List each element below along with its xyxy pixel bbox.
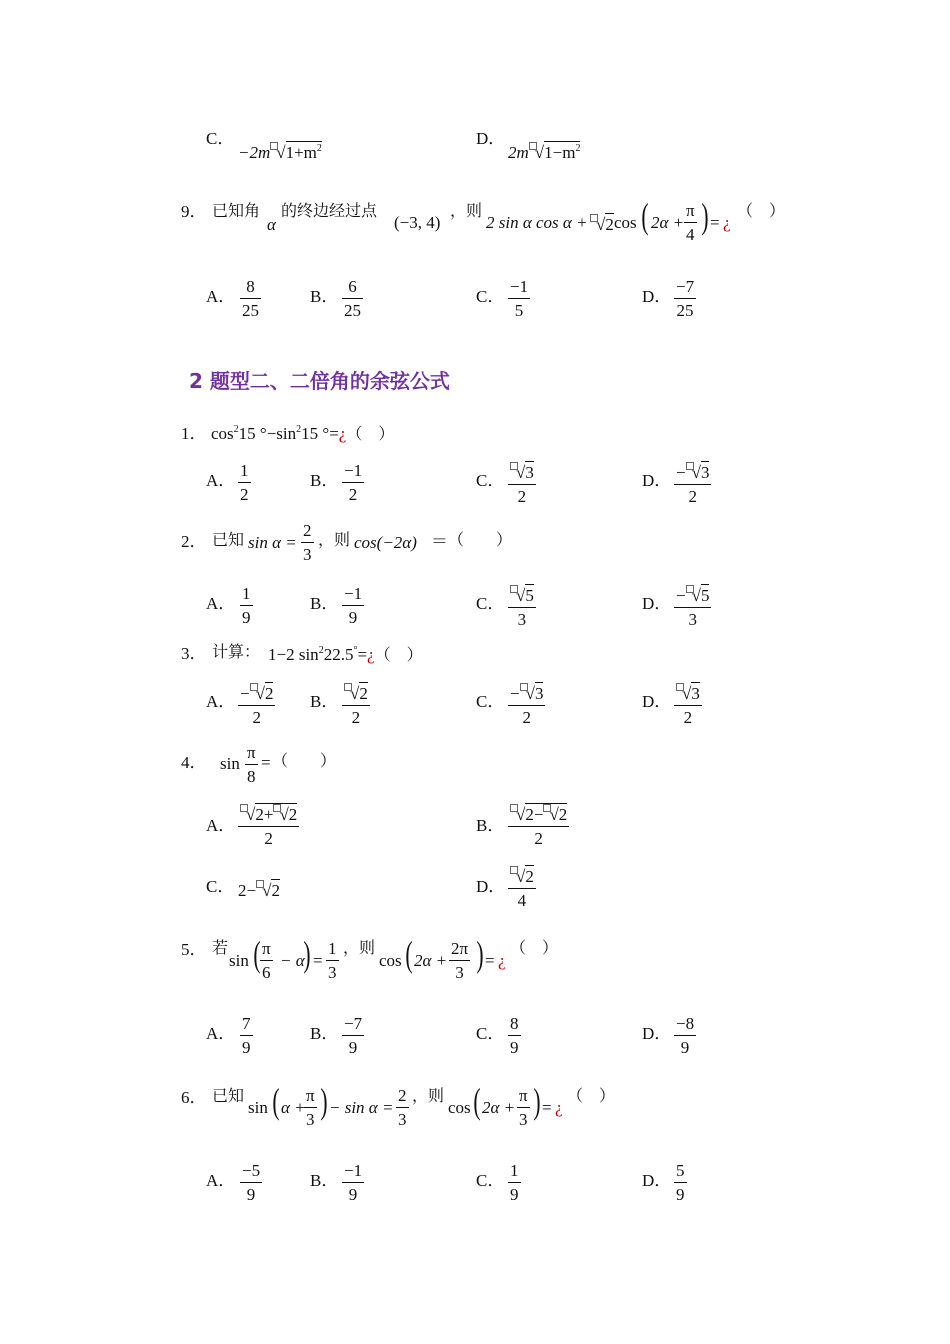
problem-6-blank: （ ）	[567, 1086, 616, 1105]
den: 3	[396, 1107, 409, 1128]
den: 9	[674, 1182, 687, 1203]
num: 3	[525, 463, 534, 482]
square-exp: 2	[296, 424, 302, 435]
p3-option-a-label: A．	[206, 692, 236, 711]
num: −1	[344, 461, 363, 480]
problem-4-fraction	[245, 744, 258, 785]
p4-option-c-value: 2− √2	[238, 881, 280, 900]
problem-3-number: 3．	[181, 644, 207, 663]
p5-option-d-value	[674, 1015, 696, 1056]
num: −7	[676, 277, 695, 296]
p5-option-a-value	[240, 1015, 253, 1056]
p4-option-b-label: B．	[476, 816, 505, 835]
p2-option-a-label: A．	[206, 594, 236, 613]
right-paren: )	[476, 934, 484, 974]
den: 2	[342, 705, 370, 726]
num: 7	[242, 1014, 251, 1033]
option-d-coef: 2m	[508, 143, 529, 162]
p1-option-a-label: A．	[206, 471, 236, 490]
missing-glyph-icon	[510, 866, 518, 874]
num: 5	[700, 586, 710, 605]
pre: 2−	[238, 881, 257, 900]
num-b: 2	[558, 805, 568, 824]
missing-glyph-icon	[590, 214, 598, 222]
problem-6-text2: ，则	[412, 1086, 445, 1105]
p6-option-c-value	[508, 1162, 521, 1203]
problem-5-cos: cos	[379, 951, 402, 970]
q9-sqrt-radicand: 2	[605, 215, 614, 234]
p4-option-a-label: A．	[206, 816, 236, 835]
p3-option-b-label: B．	[310, 692, 339, 711]
right-paren: )	[320, 1081, 328, 1121]
num-a: 2+	[255, 805, 274, 824]
num: 1	[510, 1161, 519, 1180]
p4-option-a-value: $\frac{√2+ √2}{2}$	[238, 804, 299, 847]
p2-option-c-label: C．	[476, 594, 505, 613]
den: 3	[449, 960, 470, 981]
right-paren: )	[303, 934, 311, 974]
problem-5-text1: 若	[212, 938, 229, 957]
num: 1	[328, 939, 337, 958]
q9-option-c-label: C．	[476, 287, 505, 306]
missing-glyph-icon	[543, 804, 551, 812]
num: −7	[344, 1014, 363, 1033]
p5-option-c-label: C．	[476, 1024, 505, 1043]
problem-5-text2: ，则	[343, 938, 376, 957]
problem-4-eq: =	[261, 753, 271, 772]
problem-5-q-mark: ¿	[498, 951, 506, 970]
num: 6	[348, 277, 357, 296]
question-9-number: 9．	[181, 202, 207, 221]
p3-option-c-label: C．	[476, 692, 505, 711]
q9-option-a-value	[240, 278, 261, 319]
problem-5-eq2: =	[485, 951, 495, 970]
p3-option-c-value: $\frac{- √3}{2}$	[510, 684, 544, 727]
option-d-expr: 2m $√1-m^2$	[508, 143, 581, 162]
left-paren: (	[473, 1081, 481, 1121]
den: 9	[342, 1035, 364, 1056]
problem-2-text1: 已知	[212, 530, 245, 549]
den: 8	[245, 764, 258, 785]
den: 2	[508, 484, 536, 505]
den: 3	[517, 1107, 530, 1128]
option-d-label: D．	[476, 129, 506, 148]
p5-option-b-label: B．	[310, 1024, 339, 1043]
num: π	[262, 939, 271, 958]
num: 1	[240, 461, 249, 480]
den: 2	[508, 705, 545, 726]
q9-option-b-label: B．	[310, 287, 339, 306]
problem-2-number: 2．	[181, 532, 207, 551]
num: 2π	[451, 939, 469, 958]
question-9-text3: ，则	[450, 201, 483, 220]
den: 9	[240, 1182, 262, 1203]
num: −5	[242, 1161, 261, 1180]
num: π	[247, 743, 256, 762]
problem-6-mid: − sin α =	[329, 1098, 394, 1117]
p2-option-d-value: $\frac{- √5}{3}$	[676, 586, 710, 629]
problem-2-expr1: sin α =	[248, 533, 297, 552]
p4-option-d-label: D．	[476, 877, 506, 896]
eq-text: 15 °=	[301, 424, 339, 443]
q9-expr-a: 2 sin α cos α +	[486, 213, 588, 232]
den: 9	[240, 1035, 253, 1056]
missing-glyph-icon	[256, 880, 264, 888]
section-heading: 2 题型二、二倍角的余弦公式	[189, 369, 450, 393]
den: 2	[674, 705, 702, 726]
neg: −	[676, 586, 686, 605]
q9-cos: cos	[614, 213, 637, 232]
problem-2-eq: ＝	[431, 532, 448, 551]
missing-glyph-icon	[686, 462, 694, 470]
problem-5-minus-alpha: − α	[280, 951, 305, 970]
problem-5-number: 5．	[181, 940, 207, 959]
den: 2	[674, 484, 711, 505]
num: −1	[344, 1161, 363, 1180]
p2-option-a-value	[240, 585, 253, 626]
problem-5-sin: sin	[229, 951, 249, 970]
neg: −	[676, 463, 686, 482]
num-a: 2−	[525, 805, 544, 824]
missing-glyph-icon	[529, 142, 537, 150]
problem-6-text1: 已知	[212, 1086, 245, 1105]
option-c-coef: −2m	[238, 143, 271, 162]
problem-3-text: 计算：	[212, 642, 261, 661]
problem-6-eq: =	[542, 1098, 552, 1117]
blank: （ ）	[346, 424, 395, 443]
den: 4	[508, 888, 536, 909]
p1-option-a-value	[238, 462, 251, 503]
degree: °	[353, 645, 358, 656]
problem-2-expr2: cos(−2α)	[354, 533, 417, 552]
p1-option-d-value: $\frac{- √3}{2}$	[676, 463, 710, 506]
problem-5-fraction	[326, 940, 339, 981]
num: −8	[676, 1014, 695, 1033]
den: 25	[342, 298, 363, 319]
p3-option-a-value: $\frac{- √2}{2}$	[240, 684, 274, 727]
p1-option-d-label: D．	[642, 471, 672, 490]
option-c-label: C．	[206, 129, 235, 148]
option-c-exp: 2	[316, 143, 322, 154]
problem-4-number: 4．	[181, 753, 207, 772]
right-paren: )	[701, 196, 709, 236]
square-exp: 2	[233, 424, 239, 435]
num-b: 2	[288, 805, 298, 824]
p5-option-c-value	[508, 1015, 521, 1056]
den: 3	[326, 960, 339, 981]
den: 2	[238, 482, 251, 503]
option-c-radicand: 1+m	[285, 143, 317, 162]
q9-option-a-label: A．	[206, 287, 236, 306]
q9-option-c-value	[508, 278, 530, 319]
missing-glyph-icon	[676, 683, 684, 691]
q9-option-d-label: D．	[642, 287, 672, 306]
den: 3	[508, 607, 536, 628]
p5-option-d-label: D．	[642, 1024, 672, 1043]
den: 9	[240, 605, 253, 626]
num: π	[519, 1086, 528, 1105]
q9-pi-fraction	[684, 202, 697, 243]
alpha-symbol: α	[267, 215, 276, 234]
num: −1	[344, 584, 363, 603]
q9-sqrt: √2	[590, 214, 614, 233]
p4-option-b-value: $\frac{√2- √2}{2}$	[508, 804, 569, 847]
missing-glyph-icon	[273, 804, 281, 812]
problem-6-q-mark: ¿	[555, 1098, 563, 1117]
square-exp: 2	[318, 645, 324, 656]
den: 25	[240, 298, 261, 319]
problem-2-text2: ，则	[318, 530, 351, 549]
p6-option-d-value	[674, 1162, 687, 1203]
q9-blank: （ ）	[737, 201, 786, 220]
missing-glyph-icon	[686, 585, 694, 593]
p4-option-c-label: C．	[206, 877, 235, 896]
problem-6-inner1: α +	[281, 1098, 306, 1117]
den: 2	[508, 826, 569, 847]
den: 2	[238, 705, 275, 726]
num: 8	[510, 1014, 519, 1033]
den: 5	[508, 298, 530, 319]
p2-option-d-label: D．	[642, 594, 672, 613]
q9-pi-den: 4	[684, 222, 697, 243]
left-paren: (	[272, 1081, 280, 1121]
q9-option-d-value	[674, 278, 696, 319]
p2-option-c-value: $\frac{√5}{3}$	[508, 585, 536, 628]
problem-5-blank: （ ）	[510, 938, 559, 957]
p6-option-c-label: C．	[476, 1171, 505, 1190]
problem-2-fraction	[301, 522, 314, 563]
missing-glyph-icon	[250, 683, 258, 691]
q9-pi-num: π	[686, 201, 695, 220]
p1-option-b-label: B．	[310, 471, 339, 490]
problem-6-inner2: 2α +	[482, 1098, 516, 1117]
num: 5	[525, 586, 534, 605]
option-d-exp: 2	[575, 143, 581, 154]
den: 2	[342, 482, 364, 503]
num: 1	[242, 584, 251, 603]
question-9-text2: 的终边经过点	[281, 201, 378, 220]
den: 3	[674, 607, 711, 628]
missing-glyph-icon	[510, 585, 518, 593]
missing-glyph-icon	[344, 683, 352, 691]
p5-option-b-value	[342, 1015, 364, 1056]
p2-option-b-label: B．	[310, 594, 339, 613]
sin-text: 15 °−sin	[238, 424, 297, 443]
missing-glyph-icon	[240, 804, 248, 812]
right-paren: )	[533, 1081, 541, 1121]
problem-3-expr	[268, 646, 423, 663]
p6-option-a-label: A．	[206, 1171, 236, 1190]
num: 3	[534, 684, 544, 703]
p1-option-b-value	[342, 462, 364, 503]
q-mark: ¿	[367, 645, 375, 664]
rad: 2	[271, 881, 280, 900]
den: 3	[301, 542, 314, 563]
problem-6-pi-fraction	[304, 1087, 317, 1128]
option-d-radicand: 1−m	[544, 143, 576, 162]
den: 2	[238, 826, 299, 847]
problem-5-eq1: =	[313, 951, 323, 970]
p3-option-d-value: $\frac{√3}{2}$	[674, 683, 702, 726]
num: 2	[264, 684, 274, 703]
neg: −	[510, 684, 520, 703]
left-paren: (	[405, 934, 413, 974]
q9-q-mark: ¿	[723, 213, 731, 232]
problem-6-sin: sin	[248, 1098, 268, 1117]
option-c-expr: −2m $√1+m^2$	[238, 143, 322, 162]
question-9-text: 已知角	[212, 201, 261, 220]
angle: 22.5	[323, 645, 354, 664]
den: 3	[304, 1107, 317, 1128]
p6-option-b-label: B．	[310, 1171, 339, 1190]
den: 9	[508, 1035, 521, 1056]
eq: =	[357, 645, 368, 664]
point-coords: (−3, 4)	[394, 213, 441, 232]
p6-option-a-value	[240, 1162, 262, 1203]
num: 8	[246, 277, 255, 296]
problem-6-pi3-fraction	[517, 1087, 530, 1128]
problem-5-2pi-fraction	[449, 940, 470, 981]
left-paren: (	[641, 196, 649, 236]
problem-5-pi-fraction	[260, 940, 273, 981]
p1-option-c-value: $\frac{√3}{2}$	[508, 462, 536, 505]
q9-eq: =	[710, 213, 720, 232]
num: 2	[359, 684, 368, 703]
den: 9	[342, 605, 364, 626]
p2-option-b-value	[342, 585, 364, 626]
missing-glyph-icon	[510, 462, 518, 470]
den: 6	[260, 960, 273, 981]
num: 2	[525, 867, 534, 886]
den: 9	[342, 1182, 364, 1203]
p3-option-b-value: $\frac{√2}{2}$	[342, 683, 370, 726]
num: π	[306, 1086, 315, 1105]
num: 2	[303, 521, 312, 540]
q9-inner: 2α +	[651, 213, 685, 232]
cos-text: cos	[211, 424, 234, 443]
p3-option-d-label: D．	[642, 692, 672, 711]
den: 25	[674, 298, 696, 319]
p1-option-c-label: C．	[476, 471, 505, 490]
problem-5-inner: 2α +	[414, 951, 448, 970]
num: 2	[398, 1086, 407, 1105]
num: 3	[691, 684, 700, 703]
problem-2-blank: （ ）	[448, 530, 513, 549]
den: 9	[508, 1182, 521, 1203]
problem-6-fraction	[396, 1087, 409, 1128]
blank: （ ）	[374, 645, 423, 664]
den: 9	[674, 1035, 696, 1056]
num: 5	[676, 1161, 685, 1180]
p4-option-d-value: $\frac{√2}{4}$	[508, 866, 536, 909]
missing-glyph-icon	[270, 142, 278, 150]
missing-glyph-icon	[510, 804, 518, 812]
neg: −	[240, 684, 250, 703]
expr: 1−2 sin	[268, 645, 319, 664]
p6-option-b-value	[342, 1162, 364, 1203]
problem-1-number: 1．	[181, 424, 207, 443]
num: −1	[510, 277, 529, 296]
q-mark: ¿	[338, 424, 347, 443]
problem-1-expr	[211, 425, 394, 442]
left-paren: (	[253, 934, 261, 974]
problem-6-number: 6．	[181, 1088, 207, 1107]
problem-6-cos: cos	[448, 1098, 471, 1117]
problem-4-blank: （ ）	[272, 751, 337, 770]
q9-option-b-value	[342, 278, 363, 319]
problem-4-sin: sin	[220, 754, 240, 773]
missing-glyph-icon	[520, 683, 528, 691]
p5-option-a-label: A．	[206, 1024, 236, 1043]
num: 3	[700, 463, 710, 482]
p6-option-d-label: D．	[642, 1171, 672, 1190]
